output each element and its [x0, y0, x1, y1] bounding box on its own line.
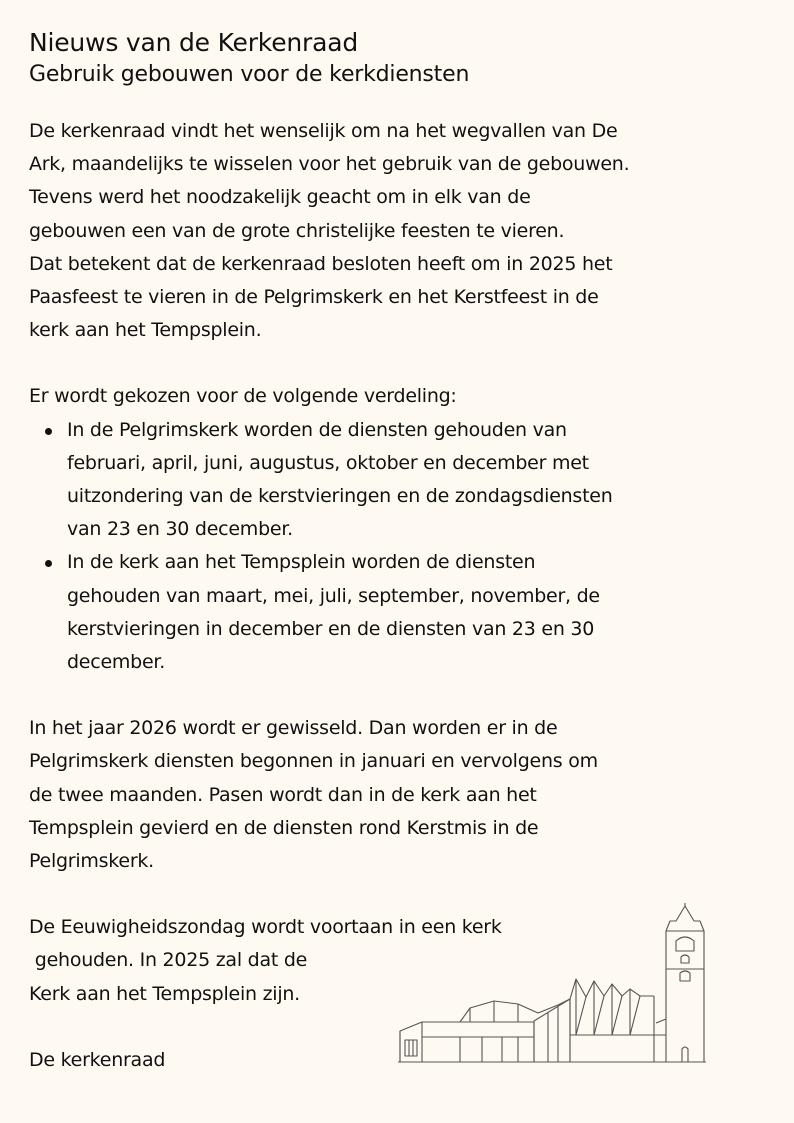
text-line: Pelgrimskerk diensten begonnen in januari en vervolgens om: [29, 750, 598, 773]
text-line: Tempsplein gevierd en de diensten rond Kerstmis in de: [29, 816, 539, 839]
text-line: In de kerk aan het Tempsplein worden de diensten: [67, 551, 536, 574]
text-line: Ark, maandelijks te wisselen voor het gebruik van de gebouwen.: [29, 153, 630, 176]
signature-text: De kerkenraad: [29, 1048, 166, 1071]
text-line: In de Pelgrimskerk worden de diensten gehouden van: [67, 418, 567, 441]
bullet-icon: [45, 428, 52, 435]
text-line: De Eeuwigheidszondag wordt voortaan in een kerk: [29, 916, 502, 939]
text-line: december.: [67, 651, 166, 674]
page-title: Nieuws van de Kerkenraad: [29, 28, 359, 57]
distribution-list: [29, 414, 769, 680]
distribution-heading: Er wordt gekozen voor de volgende verdeling:: [29, 385, 457, 408]
page-subtitle: Gebruik gebouwen voor de kerkdiensten: [29, 62, 470, 87]
distribution-section: [29, 380, 769, 679]
text-line: gehouden. In 2025 zal dat de: [29, 949, 308, 972]
paragraph-spacer: [29, 679, 769, 712]
text-line: gebouwen een van de grote christelijke feesten te vieren.: [29, 219, 565, 242]
text-line: Tevens werd het noodzakelijk geacht om in elk van de: [29, 186, 531, 209]
text-line: gehouden van maart, mei, juli, september, november, de: [67, 584, 600, 607]
text-line: Kerk aan het Tempsplein zijn.: [29, 982, 300, 1005]
text-line: De kerkenraad vindt het wenselijk om na het wegvallen van De: [29, 120, 618, 142]
list-item: [29, 546, 769, 679]
text-line: februari, april, juni, augustus, oktober en december met: [67, 451, 589, 474]
text-line: de twee maanden. Pasen wordt dan in de kerk aan het: [29, 783, 537, 806]
text-line: In het jaar 2026 wordt er gewisseld. Dan worden er in de: [29, 717, 558, 740]
year-2026-paragraph: [29, 712, 769, 878]
paragraph-spacer: [29, 347, 769, 380]
text-line: kerk aan het Tempsplein.: [29, 319, 262, 342]
text-line: Paasfeest te vieren in de Pelgrimskerk en het Kerstfeest in de: [29, 286, 599, 309]
church-building-icon: [398, 903, 708, 1065]
text-line: Dat betekent dat de kerkenraad besloten heeft om in 2025 het: [29, 252, 613, 275]
text-line: uitzondering van de kerstvieringen en de zondagsdiensten: [67, 485, 613, 508]
text-line: van 23 en 30 december.: [67, 518, 293, 541]
intro-paragraph: [29, 115, 769, 347]
bullet-icon: [45, 560, 52, 567]
text-line: kerstvieringen in december en de diensten van 23 en 30: [67, 617, 595, 640]
text-line: Pelgrimskerk.: [29, 850, 154, 873]
list-item: [29, 414, 769, 547]
